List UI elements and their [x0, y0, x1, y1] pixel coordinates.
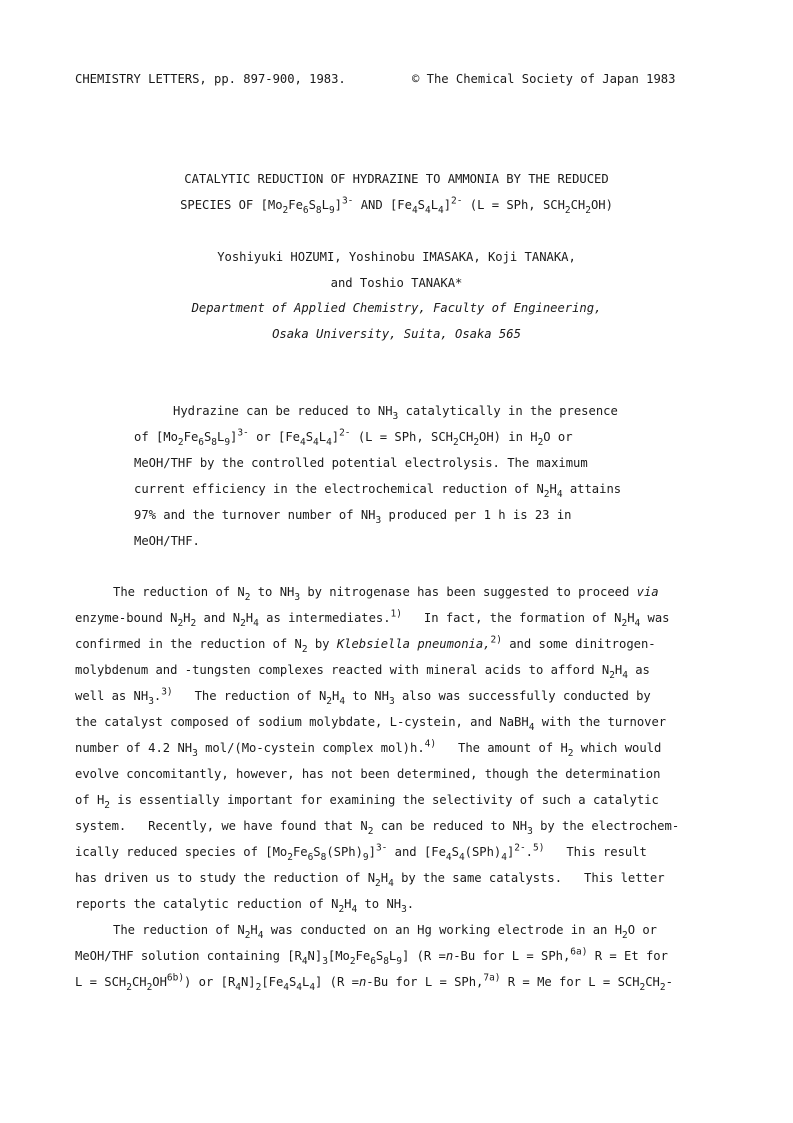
body-text: MeOH/THF solution containing	[75, 949, 280, 963]
abstract-line-5: 97% and the turnover number of $NH_3$ produced per 1 h is 23 in	[134, 508, 572, 526]
author-list-line-2: and Toshio TANAKA*	[330, 276, 463, 290]
reference-marker: 7a)	[483, 972, 501, 984]
body-line: of $H_2$ is essentially important for examining the selectivity of such a catalytic	[75, 793, 659, 811]
body-line: reports the catalytic reduction of $N_2H_4$ to $NH_3$.	[75, 897, 415, 915]
body-line: the catalyst composed of sodium molybdate, L-cystein, and NaBH$_4$ with the turnover	[75, 715, 667, 733]
abstract-text: catalytically in the presence	[405, 404, 618, 418]
body-line: number of 4.2 $NH_3$ mol/(Mo-cystein complex mol)h.$^{4)}$ The amount of $H_2$ which would	[75, 738, 662, 759]
body-text: and	[394, 845, 417, 859]
title-species-of: SPECIES OF	[180, 198, 254, 212]
italic-term: n	[358, 975, 367, 989]
abstract-line-1: Hydrazine can be reduced to $NH_3$ catalytically in the presence	[173, 404, 618, 422]
body-text: R = Et for	[594, 949, 668, 963]
body-line: enzyme-bound $N_2H_2$ and $N_2H_4$ as intermediates.$^{1)}$ In fact, the formation of $N_2H_4$ was	[75, 608, 670, 629]
affiliation-line-1: Department of Applied Chemistry, Faculty of Engineering,	[191, 301, 602, 315]
body-text: ) or	[184, 975, 214, 989]
body-text: -Bu for L = SPh,	[453, 949, 571, 963]
reference-marker: 6b)	[166, 972, 185, 984]
body-line: ically reduced species of $[Mo_2Fe_6S_8(SPh)_9]^{3-}$ and $[Fe_4S_4(SPh)_4]^{2-}.^{5)}$ This result	[75, 842, 647, 863]
abstract-line-4: current efficiency in the electrochemical reduction of $N_2H_4$ attains	[134, 482, 622, 500]
abstract-text: attains	[569, 482, 622, 496]
reference-marker: 4)	[424, 738, 437, 750]
paper-title-line-1: CATALYTIC REDUCTION OF HYDRAZINE TO AMMONIA BY THE REDUCED	[184, 172, 609, 186]
abstract-text: current efficiency in the electrochemical reduction of	[134, 482, 530, 496]
abstract-text: 97% and the turnover number of	[134, 508, 354, 522]
abstract-line-3: MeOH/THF by the controlled potential electrolysis. The maximum	[134, 456, 588, 470]
body-text: (R =	[329, 975, 359, 989]
running-header-citation: CHEMISTRY LETTERS, pp. 897-900, 1983.	[75, 72, 346, 86]
body-text: (R =	[416, 949, 446, 963]
affiliation-line-2: Osaka University, Suita, Osaka 565	[272, 327, 521, 341]
body-text: This result	[566, 845, 647, 859]
author-list-line-1: Yoshiyuki HOZUMI, Yoshinobu IMASAKA, Koji TANAKA,	[217, 250, 576, 264]
abstract-text: or	[256, 430, 271, 444]
body-line: well as $NH_3.^{3)}$ The reduction of $N_2H_4$ to $NH_3$ also was successfully conducted by	[75, 686, 651, 707]
reference-marker: 3)	[161, 686, 173, 698]
body-text: and some dinitrogen-	[509, 637, 656, 651]
reference-marker: 6a)	[570, 946, 588, 958]
title-and: AND	[360, 198, 383, 212]
body-line: confirmed in the reduction of $N_2$ by Klebsiella pneumonia,$^{2)}$ and some dinitrogen-	[75, 634, 656, 655]
reference-marker: 5)	[533, 842, 545, 854]
body-text: ically reduced species of	[75, 845, 258, 859]
body-line: has driven us to study the reduction of $N_2H_4$ by the same catalysts. This letter	[75, 871, 665, 889]
body-line: molybdenum and -tungsten complexes reacted with mineral acids to afford $N_2H_4$ as	[75, 663, 650, 681]
abstract-text: of	[134, 430, 149, 444]
body-line: $L = SCH_2CH_2OH^{6b)}$) or $[R_4N]_2[Fe_4S_4L_4]$ (R =n-Bu for L = SPh,$^{7a)}$ R = Me for $L = SCH_2CH_2-$	[75, 972, 673, 993]
abstract-text: produced per 1 h is 23 in	[388, 508, 572, 522]
body-text: -Bu for L = SPh,	[366, 975, 484, 989]
abstract-line-6: MeOH/THF.	[134, 534, 200, 548]
running-header-copyright: © The Chemical Society of Japan 1983	[412, 72, 676, 86]
paper-title-line-2: SPECIES OF $[Mo_2Fe_6S_8L_9]^{3-}$ AND $[Fe_4S_4L_4]^{2-}$ (L = SPh, $SCH_2CH_2OH$)	[180, 195, 613, 216]
abstract-text: Hydrazine can be reduced to	[173, 404, 371, 418]
body-line: MeOH/THF solution containing $[R_4N]_3[Mo_2Fe_6S_8L_9]$ (R =n-Bu for L = SPh,$^{6a)}$ R = Et for	[75, 946, 668, 967]
italic-term: via	[636, 585, 659, 599]
body-line: evolve concomitantly, however, has not been determined, though the determination	[75, 767, 661, 781]
abstract-line-2: of $[Mo_2Fe_6S_8L_9]^{3-}$ or $[Fe_4S_4L_4]^{2-}$ (L = SPh, $SCH_2CH_2OH$) in $H_2O$ or	[134, 427, 573, 448]
body-line: system. Recently, we have found that $N_2$ can be reduced to $NH_3$ by the electrochem-	[75, 819, 680, 837]
italic-term: Klebsiella pneumonia,	[336, 637, 491, 651]
reference-marker: 1)	[390, 608, 402, 620]
body-line: The reduction of $N_2H_4$ was conducted on an Hg working electrode in an $H_2O$ or	[113, 923, 657, 941]
body-line: The reduction of $N_2$ to $NH_3$ by nitrogenase has been suggested to proceed via	[113, 585, 659, 603]
italic-term: n	[445, 949, 454, 963]
reference-marker: 2)	[490, 634, 502, 646]
